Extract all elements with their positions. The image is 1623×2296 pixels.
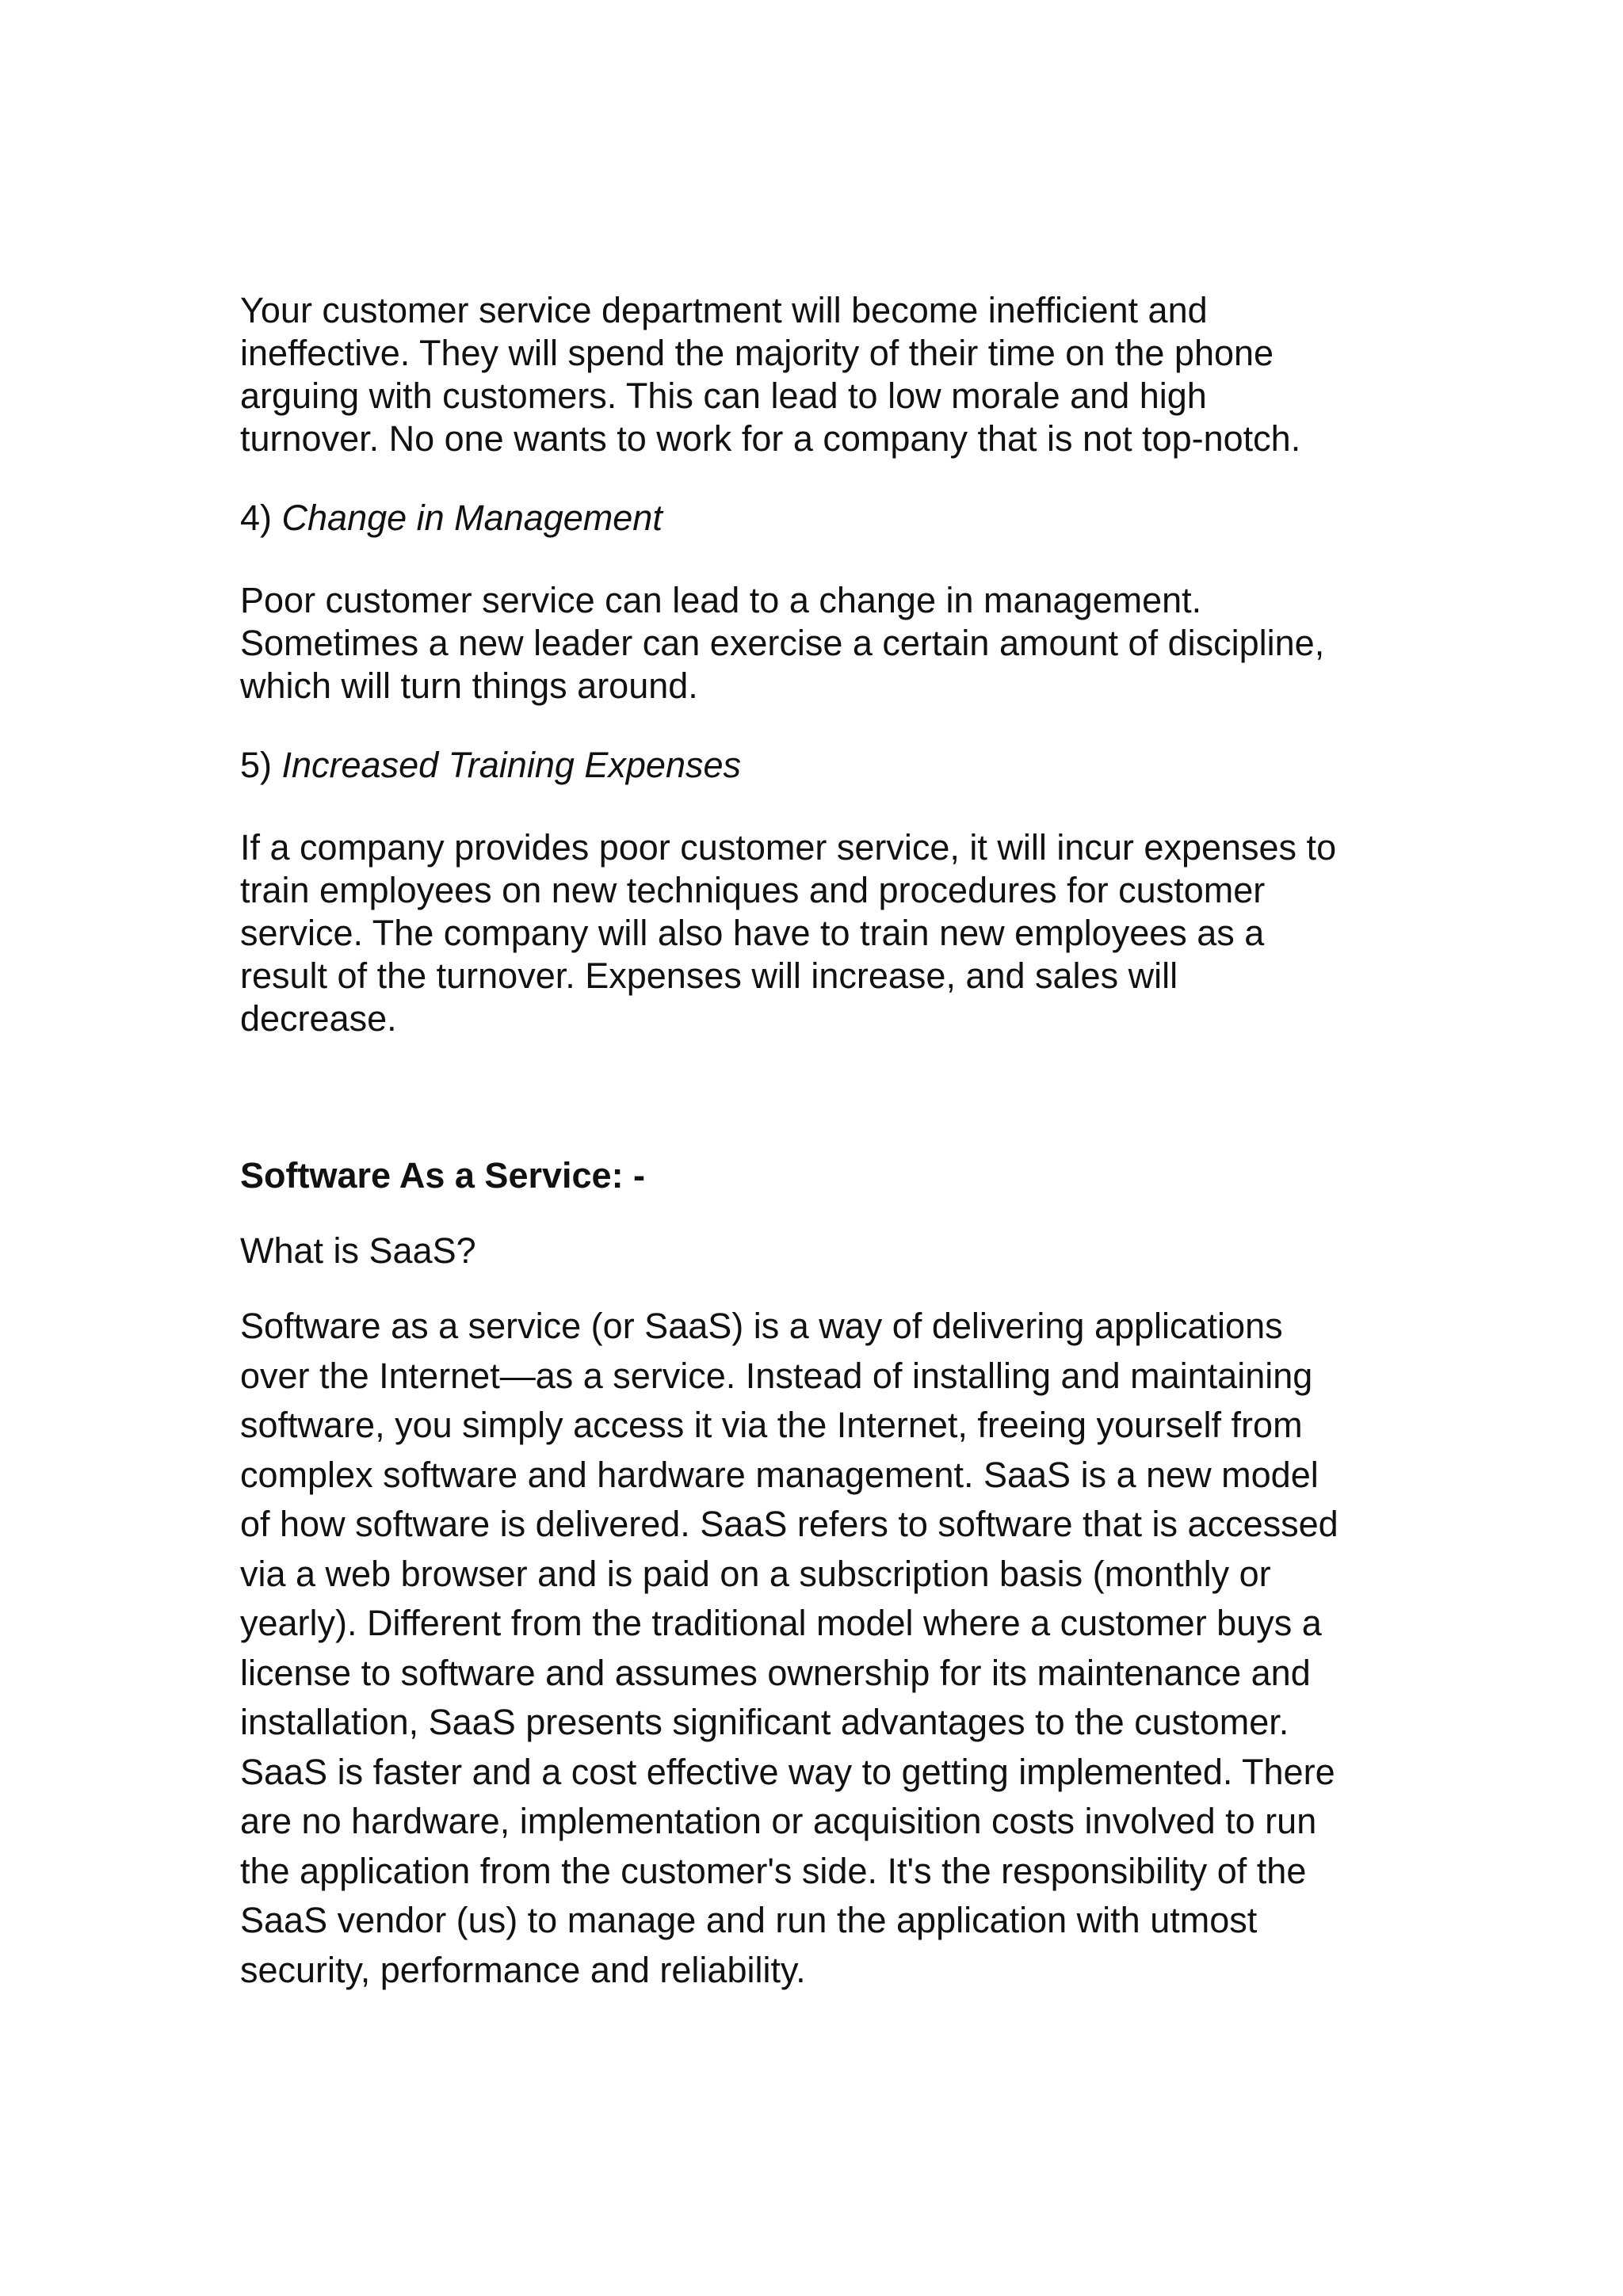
paragraph-line: security, performance and reliability. [240,1949,806,1990]
paragraph-training-expenses [240,826,1397,1040]
paragraph-line: If a company provides poor customer service, it will incur expenses to [240,827,1337,868]
paragraph-line: the application from the customer's side. It's the responsibility of the [240,1850,1307,1891]
paragraph-saas-definition [240,1302,1397,1995]
paragraph-customer-service-impact [240,289,1397,460]
paragraph-line: which will turn things around. [240,666,698,706]
paragraph-line: result of the turnover. Expenses will increase, and sales will [240,955,1178,996]
section-number: 4) [240,498,282,538]
paragraph-line: turnover. No one wants to work for a company that is not top-notch. [240,418,1301,459]
section-title: Increased Training Expenses [281,745,742,785]
paragraph-line: SaaS is faster and a cost effective way to getting implemented. There [240,1751,1335,1792]
paragraph-line: via a web browser and is paid on a subscription basis (monthly or [240,1553,1271,1594]
section-title: Change in Management [281,498,663,538]
paragraph-line: are no hardware, implementation or acquisition costs involved to run [240,1801,1317,1841]
paragraph-line: arguing with customers. This can lead to low morale and high [240,376,1207,416]
paragraph-line: software, you simply access it via the Internet, freeing yourself from [240,1405,1303,1445]
paragraph-line: Poor customer service can lead to a change in management. [240,580,1202,620]
paragraph-change-in-management [240,579,1397,707]
paragraph-line: Your customer service department will become inefficient and [240,290,1208,330]
paragraph-line: Software as a service (or SaaS) is a way of delivering applications [240,1306,1283,1346]
section-number: 5) [240,745,282,785]
saas-section-heading: Software As a Service: - [240,1155,646,1196]
paragraph-line: train employees on new techniques and procedures for customer [240,870,1266,910]
paragraph-line: installation, SaaS presents significant advantages to the customer. [240,1702,1289,1742]
paragraph-line: SaaS vendor (us) to manage and run the application with utmost [240,1900,1258,1940]
paragraph-line: license to software and assumes ownership for its maintenance and [240,1652,1311,1693]
paragraph-line: decrease. [240,998,397,1039]
paragraph-line: service. The company will also have to train new employees as a [240,913,1265,953]
saas-question-heading: What is SaaS? [240,1230,476,1271]
paragraph-line: complex software and hardware management. SaaS is a new model [240,1454,1319,1495]
section-heading-increased-training-expenses [240,744,1397,787]
paragraph-line: over the Internet—as a service. Instead of installing and maintaining [240,1355,1313,1396]
paragraph-line: of how software is delivered. SaaS refers to software that is accessed [240,1504,1338,1544]
paragraph-line: Sometimes a new leader can exercise a certain amount of discipline, [240,623,1325,663]
paragraph-line: yearly). Different from the traditional model where a customer buys a [240,1603,1322,1643]
paragraph-line: ineffective. They will spend the majority of their time on the phone [240,333,1274,373]
section-heading-change-in-management [240,497,1397,540]
